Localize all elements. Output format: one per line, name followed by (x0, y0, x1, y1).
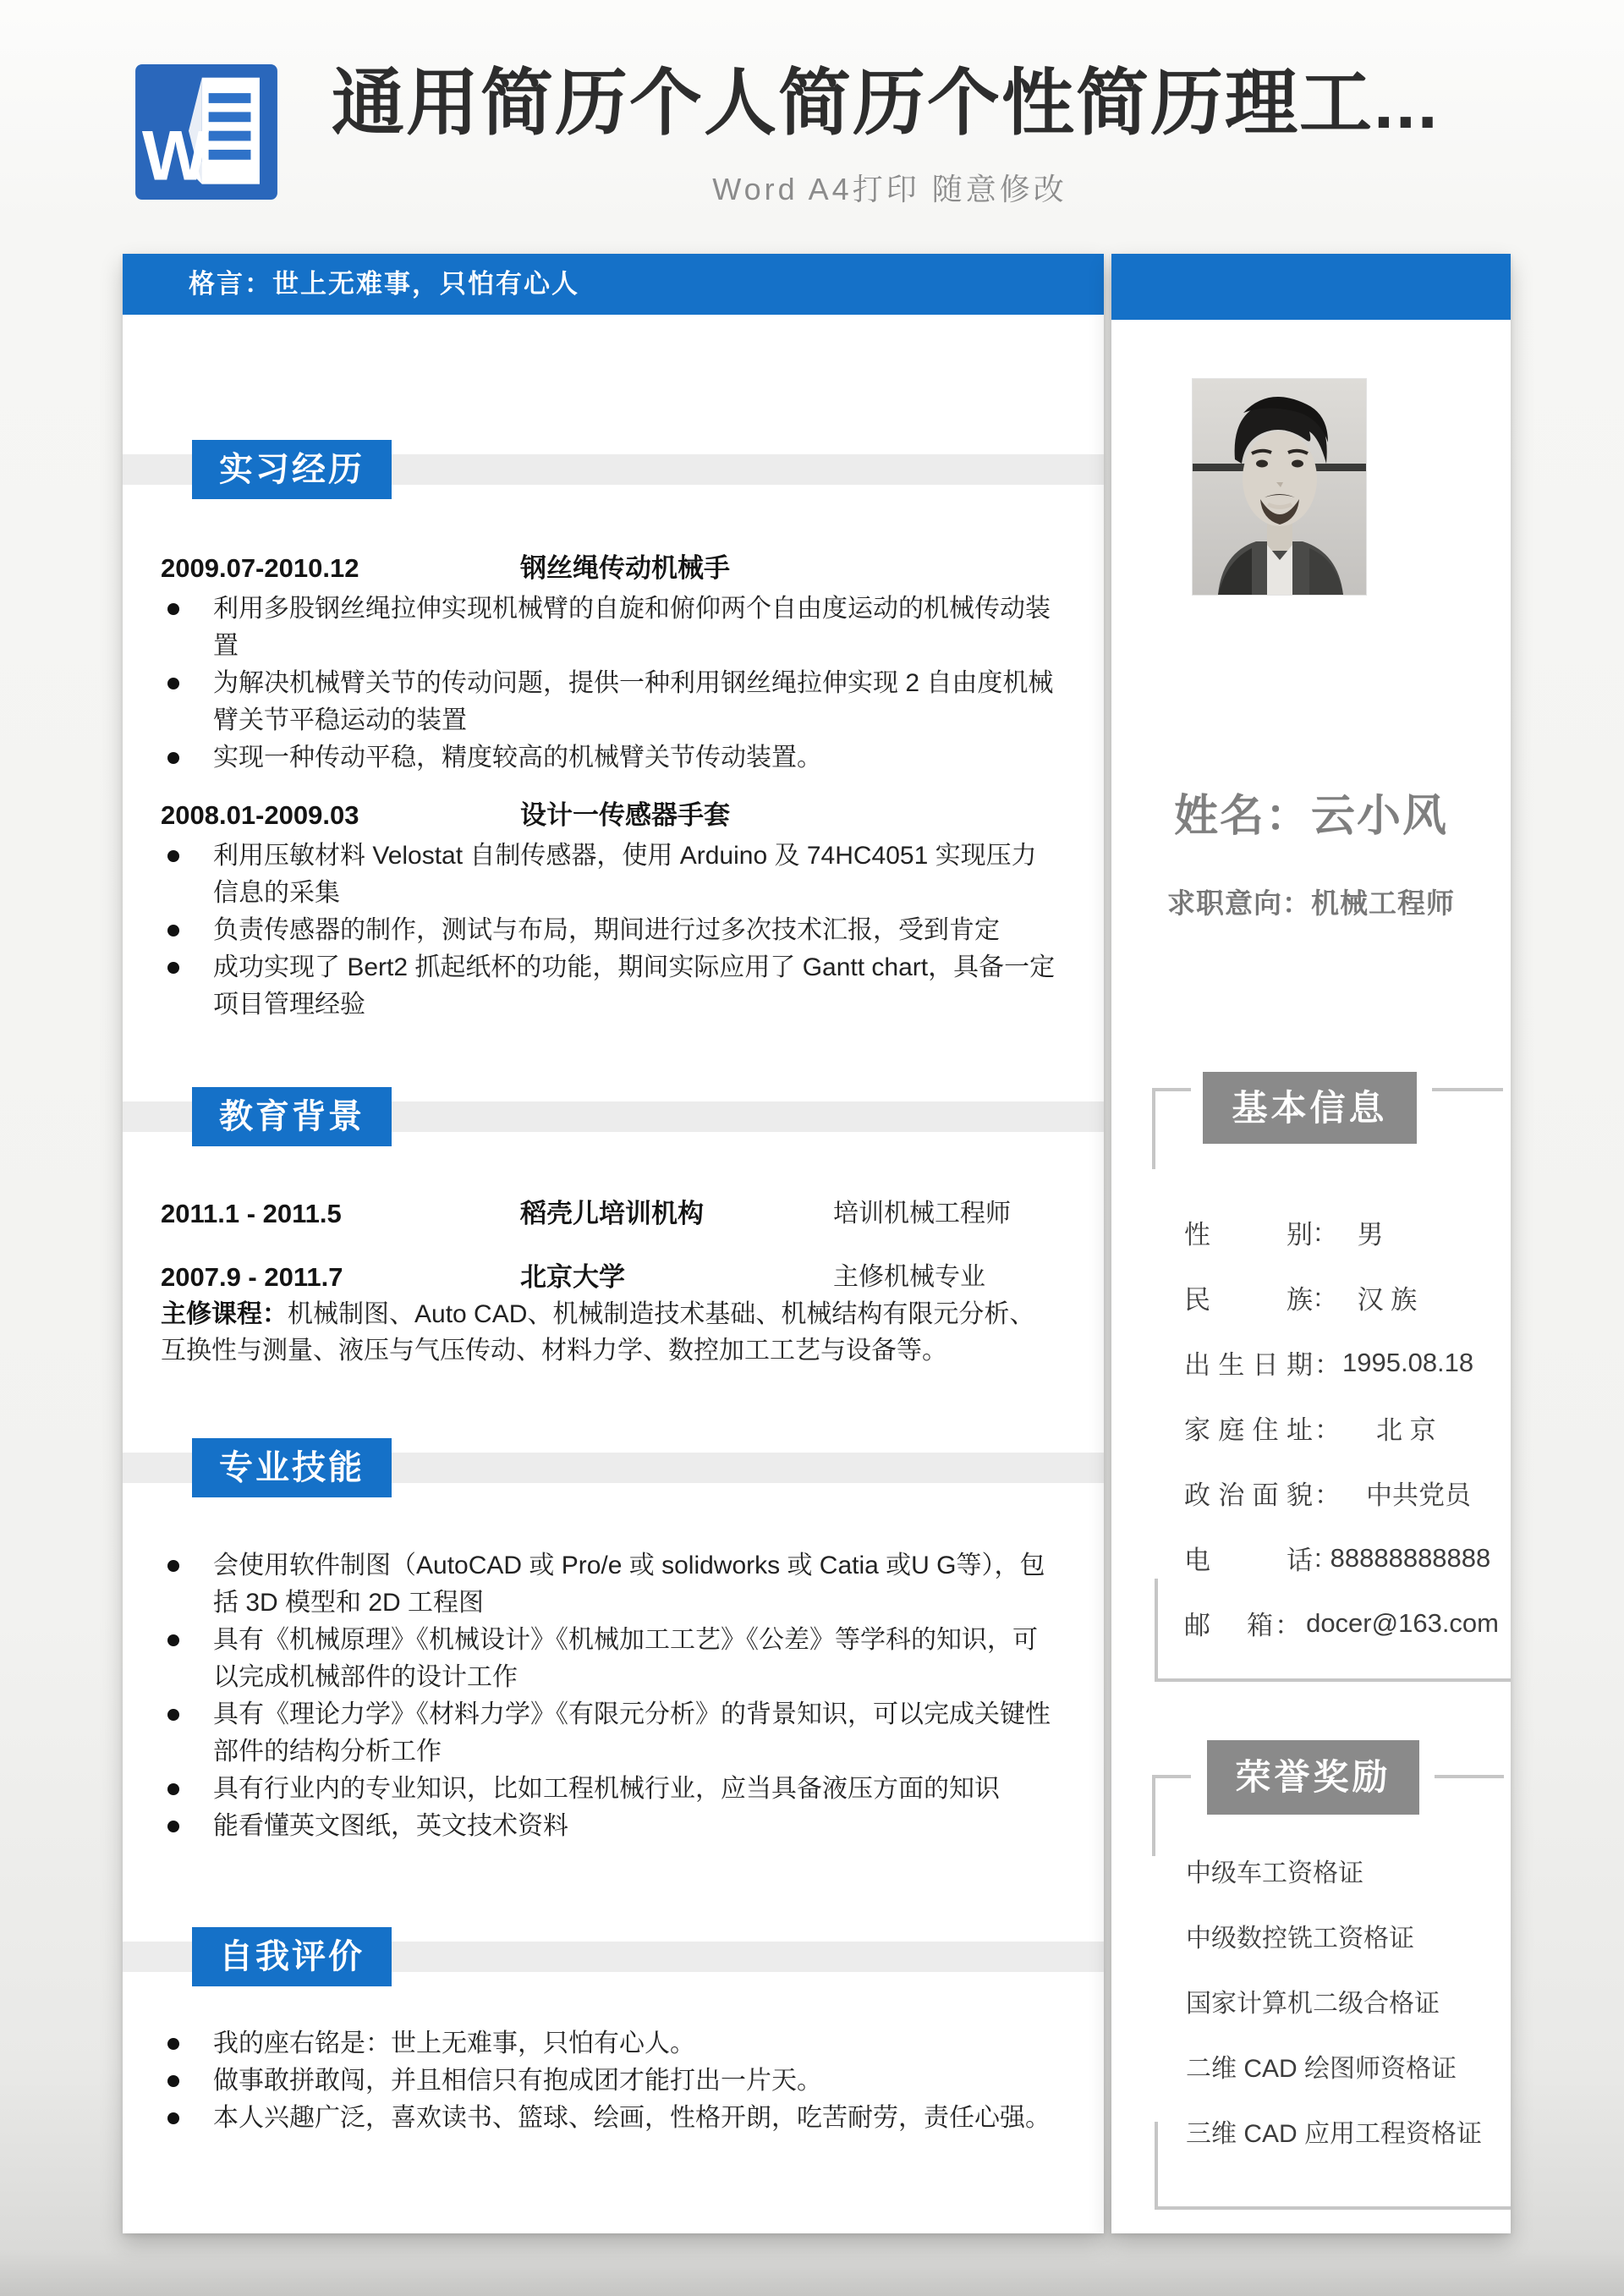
honor-item: 国家计算机二级合格证 (1186, 1990, 1440, 2018)
bullet-text: 做事敢拼敢闯，并且相信只有抱成团才能打出一片天。 (213, 2067, 822, 2095)
field-label: 家庭住址 (1184, 1415, 1313, 1445)
bullet-item (161, 838, 1057, 912)
entry-title: 设计一传感器手套 (520, 800, 730, 830)
courses-paragraph (161, 1296, 1057, 1369)
candidate-name: 姓名：云小风 (1173, 792, 1448, 841)
info-row-political-status (1184, 1460, 1499, 1525)
info-row-gender (1184, 1200, 1499, 1265)
bullet-dot-icon (167, 962, 179, 974)
field-value: 中共党员 (1366, 1480, 1471, 1510)
bullet-text: 利用多股钢丝绳拉伸实现机械臂的自旋和俯仰两个自由度运动的机械传动装置 (213, 595, 1051, 660)
bullet-item (161, 1547, 1057, 1622)
bullet-text: 为解决机械臂关节的传动问题，提供一种利用钢丝绳拉伸实现 2 自由度机械臂关节平稳运动的装置 (213, 669, 1054, 734)
field-colon: ： (1275, 1611, 1302, 1640)
svg-text:W: W (141, 115, 210, 195)
bullet-item (161, 912, 1057, 949)
skills-bullets (161, 1547, 1057, 1845)
field-value: docer@163.com (1306, 1607, 1499, 1638)
bullet-text: 利用压敏材料 Velostat 自制传感器，使用 Arduino 及 74HC4051 实现压力信息的采集 (213, 842, 1037, 907)
section-header (123, 1438, 1104, 1497)
field-colon: : (1314, 1542, 1322, 1573)
bullet-item (161, 1696, 1057, 1771)
word-icon-graphic (135, 64, 277, 200)
resume-main-page (123, 254, 1104, 2233)
bullet-item (161, 665, 1057, 739)
info-row-ethnicity (1184, 1265, 1499, 1330)
field-colon: : (1314, 1282, 1322, 1312)
info-row-address (1184, 1395, 1499, 1460)
section-title-honors: 荣誉奖励 (1207, 1740, 1419, 1815)
bullet-dot-icon (167, 2112, 179, 2124)
info-row-email (1184, 1590, 1499, 1656)
bracket-top-right-icon (1432, 1088, 1503, 1091)
edu-org: 北京大学 (520, 1262, 625, 1292)
bullet-dot-icon (167, 1821, 179, 1832)
field-label: 民族 (1184, 1285, 1313, 1315)
section-header (123, 440, 1104, 499)
field-value: 男 (1357, 1220, 1384, 1250)
field-label: 邮箱 (1184, 1611, 1274, 1640)
bullet-dot-icon (167, 1634, 179, 1646)
bullet-dot-icon (167, 2038, 179, 2050)
entry-title: 钢丝绳传动机械手 (520, 553, 730, 583)
field-label: 性别 (1184, 1220, 1313, 1250)
bullet-dot-icon (167, 603, 179, 615)
side-top-bar (1111, 254, 1511, 320)
field-value: 1995.08.18 (1342, 1347, 1474, 1377)
section-self-evaluation (123, 1927, 1104, 2137)
page-subtitle: Word A4打印 随意修改 (712, 172, 1067, 206)
field-colon: ： (1314, 1480, 1341, 1510)
field-colon: ： (1314, 1415, 1341, 1445)
bullet-dot-icon (167, 2075, 179, 2087)
info-row-birthday (1184, 1330, 1499, 1395)
bullet-text: 负责传感器的制作，测试与布局，期间进行过多次技术汇报，受到肯定 (213, 916, 1000, 944)
edu-desc: 培训机械工程师 (833, 1200, 1011, 1228)
bullet-item (161, 1771, 1057, 1808)
honor-item: 中级数控铣工资格证 (1186, 1925, 1414, 1953)
education-body (161, 1195, 1057, 1369)
motto-text: 格言：世上无难事，只怕有心人 (189, 269, 579, 299)
field-value: 北 京 (1376, 1415, 1436, 1445)
field-colon: : (1314, 1217, 1322, 1247)
bottom-shadow (0, 2249, 1624, 2296)
edu-period: 2011.1 - 2011.5 (161, 1199, 342, 1228)
entry-period: 2008.01-2009.03 (161, 800, 359, 830)
bullet-item (161, 739, 1057, 777)
bullet-dot-icon (167, 1783, 179, 1795)
bullet-text: 成功实现了 Bert2 抓起纸杯的功能，期间实际应用了 Gantt chart，具备一定项目管理经验 (213, 953, 1056, 1019)
section-title-basic-info: 基本信息 (1203, 1072, 1417, 1144)
bullet-item (161, 1808, 1057, 1845)
info-row-phone (1184, 1525, 1499, 1590)
profile-photo (1193, 379, 1366, 595)
courses-text: 机械制图、Auto CAD、机械制造技术基础、机械结构有限元分析、互换性与测量、液压与气压传动、材料力学、数控加工工艺与设备等。 (161, 1300, 1035, 1365)
section-education (123, 1087, 1104, 1369)
word-icon (135, 64, 277, 200)
section-title-skills: 专业技能 (192, 1438, 392, 1497)
bullet-text: 本人兴趣广泛，喜欢读书、篮球、绘画，性格开朗，吃苦耐劳，责任心强。 (213, 2104, 1051, 2132)
bullet-dot-icon (167, 925, 179, 937)
field-colon: ： (1314, 1350, 1341, 1380)
bracket-top-right-icon (1435, 1775, 1504, 1778)
bullet-text: 会使用软件制图（AutoCAD 或 Pro/e 或 solidworks 或 Catia 或U G等），包括 3D 模型和 2D 工程图 (213, 1552, 1045, 1617)
bullet-dot-icon (167, 850, 179, 862)
bullet-item (161, 1622, 1057, 1696)
honor-item: 中级车工资格证 (1186, 1859, 1363, 1887)
bullet-text: 具有《机械原理》《机械设计》《机械加工工艺》《公差》等学科的知识，可以完成机械部件的设计工作 (213, 1626, 1038, 1691)
education-row (161, 1259, 1057, 1296)
bullet-item (161, 949, 1057, 1024)
site-header (0, 0, 1624, 254)
bracket-top-left-icon (1152, 1088, 1191, 1169)
section-title-experience: 实习经历 (192, 440, 392, 499)
motto-bar (123, 254, 1104, 315)
field-label: 出生日期 (1184, 1350, 1313, 1380)
field-label: 政治面貌 (1184, 1480, 1313, 1510)
field-value: 汉 族 (1357, 1285, 1418, 1315)
section-title-self-evaluation: 自我评价 (192, 1927, 392, 1986)
honor-item: 三维 CAD 应用工程资格证 (1186, 2120, 1483, 2148)
edu-org: 稻壳儿培训机构 (520, 1199, 704, 1228)
bullet-item (161, 2100, 1057, 2137)
education-row (161, 1195, 1057, 1233)
bullet-dot-icon (167, 1560, 179, 1572)
edu-desc: 主修机械专业 (833, 1263, 985, 1291)
section-header (123, 1087, 1104, 1146)
skills-body (161, 1547, 1057, 1845)
honor-item: 二维 CAD 绘图师资格证 (1186, 2055, 1457, 2083)
section-skills (123, 1438, 1104, 1845)
field-value: 88888888888 (1330, 1542, 1491, 1573)
section-header (123, 1927, 1104, 1986)
edu-period: 2007.9 - 2011.7 (161, 1262, 343, 1292)
field-label: 电话 (1184, 1546, 1313, 1575)
bullet-text: 具有行业内的专业知识，比如工程机械行业，应当具备液压方面的知识 (213, 1775, 1000, 1803)
page-title: 通用简历个人简历个性简历理工... (332, 63, 1440, 144)
bullet-item (161, 2063, 1057, 2100)
section-title-education: 教育背景 (192, 1087, 392, 1146)
experience-entry-bullets (161, 590, 1057, 777)
courses-label: 主修课程： (161, 1300, 288, 1328)
experience-body (161, 550, 1057, 1024)
bullet-text: 实现一种传动平稳，精度较高的机械臂关节传动装置。 (213, 744, 822, 772)
bullet-text: 我的座右铭是：世上无难事，只怕有心人。 (213, 2030, 695, 2057)
entry-period: 2009.07-2010.12 (161, 553, 359, 583)
honors-list (1186, 1841, 1499, 2167)
section-experience (123, 440, 1104, 1024)
experience-entry-head (161, 797, 1057, 834)
bullet-item (161, 2025, 1057, 2063)
self-evaluation-body (161, 2025, 1057, 2137)
bullet-dot-icon (167, 678, 179, 689)
bullet-text: 能看懂英文图纸，英文技术资料 (213, 1812, 568, 1840)
bullet-item (161, 590, 1057, 665)
bullet-dot-icon (167, 1709, 179, 1721)
bullet-text: 具有《理论力学》《材料力学》《有限元分析》的背景知识，可以完成关键性部件的结构分析工作 (213, 1700, 1051, 1766)
job-objective: 求职意向：机械工程师 (1167, 887, 1455, 919)
basic-info-fields (1184, 1200, 1499, 1656)
bullet-dot-icon (167, 752, 179, 764)
resume-side-page (1111, 254, 1511, 2233)
portrait-photo (1193, 379, 1366, 595)
experience-entry-bullets (161, 838, 1057, 1024)
experience-entry-head (161, 550, 1057, 587)
self-evaluation-bullets (161, 2025, 1057, 2137)
